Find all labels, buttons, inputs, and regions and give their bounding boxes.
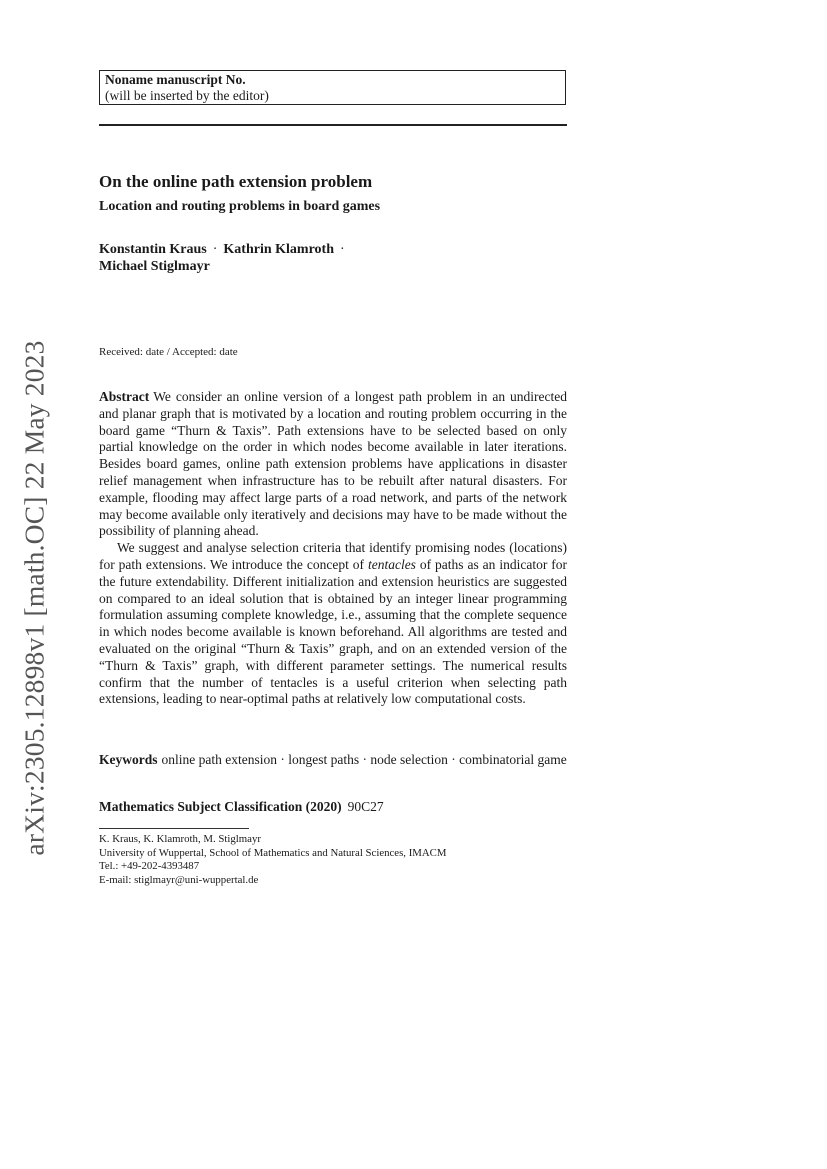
msc-code: 90C27 [347, 799, 384, 814]
abstract-emphasis: tentacles [367, 556, 416, 572]
affiliation-institution: University of Wuppertal, School of Mathematics and Natural Sciences, IMACM [99, 846, 447, 859]
author-name: Kathrin Klamroth [223, 242, 334, 257]
abstract-section [99, 389, 567, 708]
affiliation-phone: Tel.: +49-202-4393487 [99, 860, 200, 872]
author-list [99, 241, 351, 275]
abstract-label: Abstract [99, 389, 150, 404]
abstract-paragraph [99, 540, 567, 708]
author-name: Konstantin Kraus [99, 242, 207, 257]
paper-subtitle: Location and routing problems in board games [99, 199, 381, 214]
author-separator: · [340, 242, 345, 257]
arxiv-identifier-stamp [14, 338, 56, 858]
editor-note: (will be inserted by the editor) [105, 88, 269, 103]
affiliation-names: K. Kraus, K. Klamroth, M. Stiglmayr [99, 833, 261, 845]
msc-classification [99, 799, 384, 815]
author-separator: · [212, 242, 218, 257]
abstract-text: We suggest and analyse selection criteria that identify promising nodes (locations) for path extensions. We introduce the concept of [99, 540, 567, 572]
manuscript-number: Noname manuscript No. [105, 72, 246, 87]
abstract-text: of paths as an indicator for the future extendability. Different initialization and extension heuristics are suggested on compared to an ideal solution that is obtained by an integer linear programming formulation assuming complete knowledge, i.e., assuming that the complete sequence in which nodes become available is known beforehand. All algorithms are tested and evaluated on the original “Thurn & Taxis” graph, and on an extended version of the “Thurn & Taxis” graph, with different parameter settings. The numerical results confirm that the number of tentacles is a useful criterion when selecting path extensions, leading to near-optimal paths at relatively low computational costs. [99, 556, 568, 707]
keywords-section [99, 752, 567, 769]
affiliation-block [99, 833, 447, 887]
manuscript-header-box [99, 70, 566, 105]
keywords-text: online path extension · longest paths · node selection · combinatorial game [161, 752, 567, 767]
footnote-rule [99, 828, 249, 829]
affiliation-email: E-mail: stiglmayr@uni-wuppertal.de [99, 873, 259, 886]
author-name: Michael Stiglmayr [99, 259, 210, 274]
paper-title: On the online path extension problem [99, 172, 373, 191]
arxiv-identifier-text: arXiv:2305.12898v1 [math.OC] 22 May 2023 [19, 340, 51, 856]
msc-label: Mathematics Subject Classification (2020) [99, 799, 342, 814]
abstract-text: We consider an online version of a longest path problem in an undirected and planar graph that is motivated by a location and routing problem occurring in the board game “Thurn & Taxis”. Path extensions have to be selected based on only partial knowledge on the order in which nodes become available in later iterations. Besides board games, online path extension problems have applications in disaster relief management when infrastructure has to be rebuilt after natural disasters. For example, flooding may affect large parts of a road network, and parts of the network may become available only iteratively and decisions may have to be made without the possibility of planning ahead. [99, 389, 567, 539]
received-accepted-date: Received: date / Accepted: date [99, 346, 238, 358]
abstract-paragraph [99, 389, 567, 540]
keywords-label: Keywords [99, 752, 158, 767]
title-rule [99, 124, 567, 126]
